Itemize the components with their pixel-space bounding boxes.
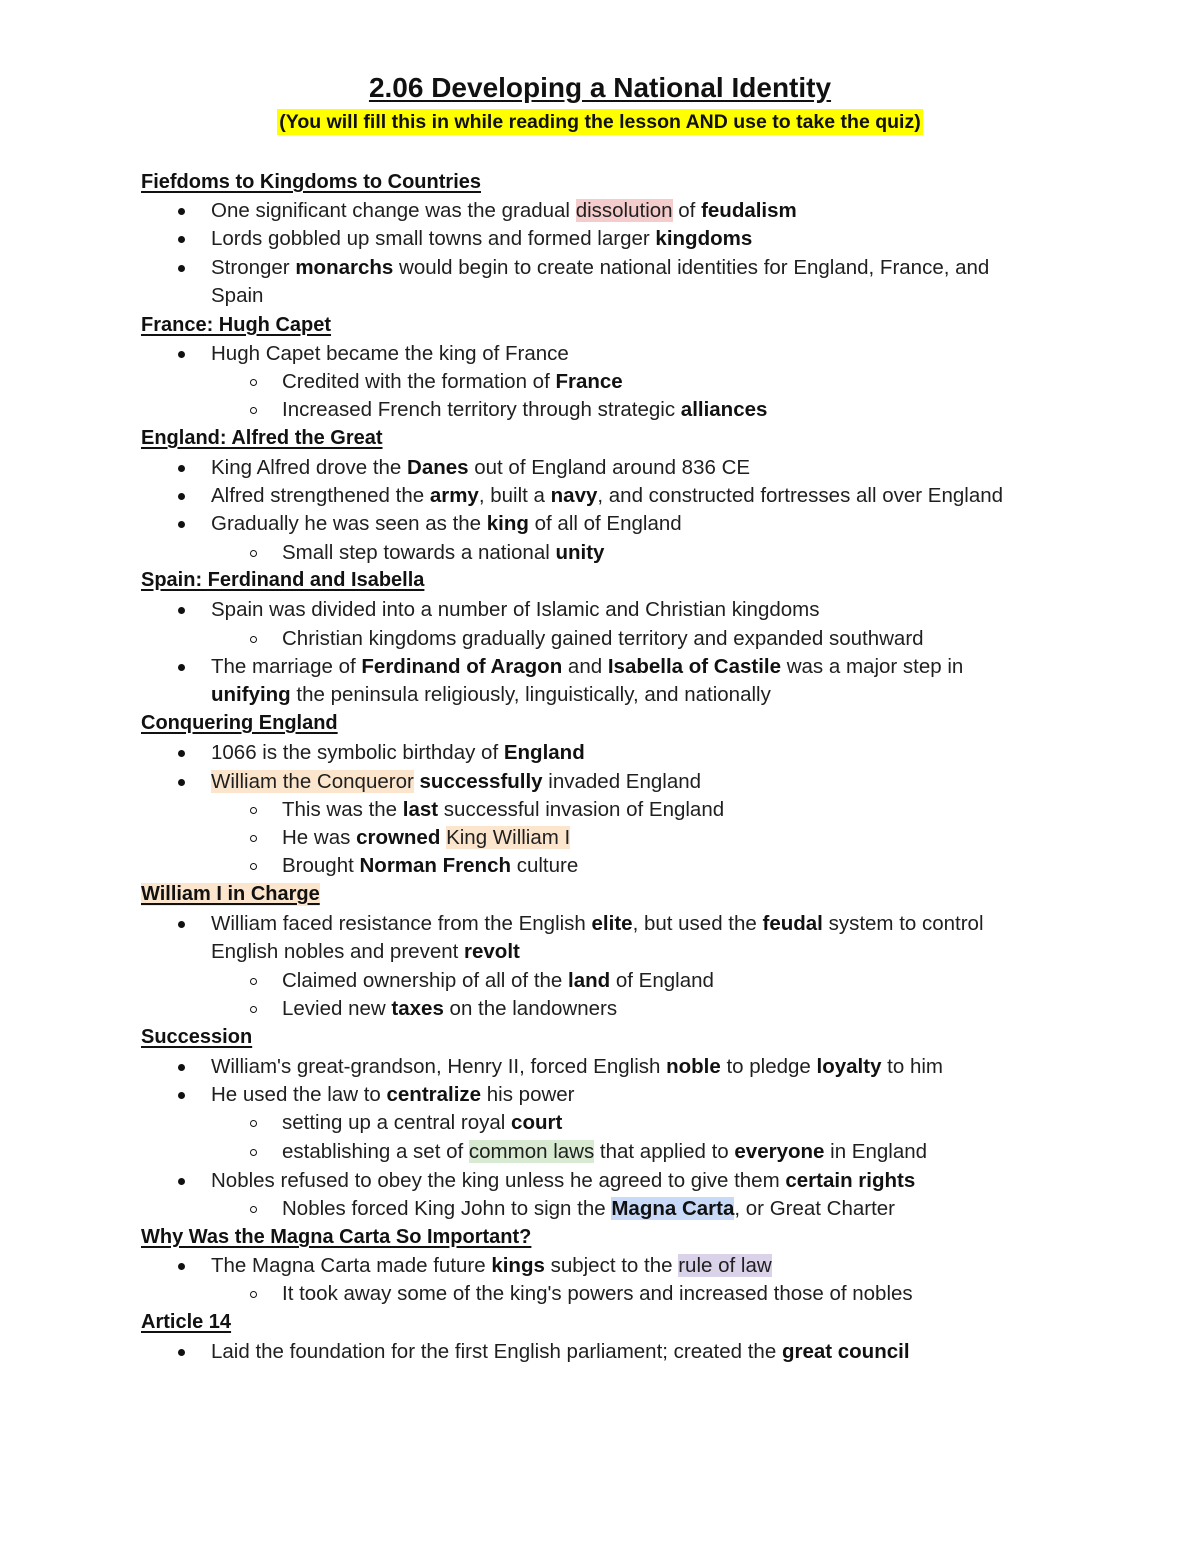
bullet-icon: [178, 1349, 185, 1356]
bullet-icon: [178, 921, 185, 928]
list-item: William the Conqueror successfully invaded England: [211, 770, 702, 793]
bullet-icon: [178, 1064, 185, 1071]
section-heading-england: England: Alfred the Great: [141, 427, 383, 449]
sub-bullet-icon: [250, 863, 257, 870]
list-item: Small step towards a national unity: [282, 541, 605, 564]
bullet-icon: [178, 1178, 185, 1185]
list-item-continuation: unifying the peninsula religiously, linguistically, and nationally: [211, 683, 771, 706]
list-item: setting up a central royal court: [282, 1111, 563, 1134]
sub-bullet-icon: [250, 379, 257, 386]
section-heading-france: France: Hugh Capet: [141, 314, 332, 336]
list-item: Credited with the formation of France: [282, 370, 623, 393]
list-item: It took away some of the king's powers and increased those of nobles: [282, 1282, 913, 1305]
list-item: He was crowned King William I: [282, 826, 571, 849]
bullet-icon: [178, 664, 185, 671]
bullet-icon: [178, 750, 185, 757]
bullet-icon: [178, 1092, 185, 1099]
list-item: Lords gobbled up small towns and formed larger kingdoms: [211, 227, 753, 250]
list-item: King Alfred drove the Danes out of England around 836 CE: [211, 456, 751, 479]
list-item: Levied new taxes on the landowners: [282, 997, 618, 1020]
section-heading-fiefdoms: Fiefdoms to Kingdoms to Countries: [141, 171, 481, 193]
bullet-icon: [178, 236, 185, 243]
list-item: 1066 is the symbolic birthday of England: [211, 741, 585, 764]
list-item: Increased French territory through strategic alliances: [282, 398, 768, 421]
list-item: Spain was divided into a number of Islamic and Christian kingdoms: [211, 598, 820, 621]
sub-bullet-icon: [250, 835, 257, 842]
section-heading-william: William I in Charge: [141, 883, 320, 905]
page-title: 2.06 Developing a National Identity: [368, 72, 832, 103]
list-item: Hugh Capet became the king of France: [211, 342, 569, 365]
sub-bullet-icon: [250, 1291, 257, 1298]
bullet-icon: [178, 1263, 185, 1270]
bullet-icon: [178, 208, 185, 215]
list-item: He used the law to centralize his power: [211, 1083, 575, 1106]
list-item: Christian kingdoms gradually gained territory and expanded southward: [282, 627, 924, 650]
list-item: Gradually he was seen as the king of all of England: [211, 512, 682, 535]
list-item: William faced resistance from the English elite, but used the feudal system to control: [211, 912, 984, 935]
bullet-icon: [178, 465, 185, 472]
sub-bullet-icon: [250, 1006, 257, 1013]
list-item: Nobles forced King John to sign the Magna Carta, or Great Charter: [282, 1197, 896, 1220]
list-item: William's great-grandson, Henry II, forced English noble to pledge loyalty to him: [211, 1055, 944, 1078]
list-item: This was the last successful invasion of England: [282, 798, 725, 821]
sub-bullet-icon: [250, 1149, 257, 1156]
list-item: The Magna Carta made future kings subject to the rule of law: [211, 1254, 772, 1277]
page-subtitle: (You will fill this in while reading the lesson AND use to take the quiz): [279, 111, 921, 133]
list-item: One significant change was the gradual dissolution of feudalism: [211, 199, 797, 222]
sub-bullet-icon: [250, 636, 257, 643]
bullet-icon: [178, 607, 185, 614]
list-item: Claimed ownership of all of the land of England: [282, 969, 714, 992]
section-heading-succession: Succession: [141, 1026, 253, 1048]
list-item: establishing a set of common laws that applied to everyone in England: [282, 1140, 928, 1163]
bullet-icon: [178, 521, 185, 528]
bullet-icon: [178, 351, 185, 358]
list-item: Stronger monarchs would begin to create national identities for England, France, and: [211, 256, 990, 279]
sub-bullet-icon: [250, 1120, 257, 1127]
bullet-icon: [178, 779, 185, 786]
sub-bullet-icon: [250, 807, 257, 814]
list-item-continuation: Spain: [211, 284, 264, 307]
list-item: Alfred strengthened the army, built a navy, and constructed fortresses all over England: [211, 484, 1004, 507]
list-item: The marriage of Ferdinand of Aragon and Isabella of Castile was a major step in: [211, 655, 964, 678]
bullet-icon: [178, 493, 185, 500]
section-heading-conquering: Conquering England: [141, 712, 338, 734]
sub-bullet-icon: [250, 550, 257, 557]
sub-bullet-icon: [250, 978, 257, 985]
list-item: Nobles refused to obey the king unless he agreed to give them certain rights: [211, 1169, 916, 1192]
section-heading-spain: Spain: Ferdinand and Isabella: [141, 569, 425, 591]
section-heading-magna-carta: Why Was the Magna Carta So Important?: [141, 1226, 532, 1248]
sub-bullet-icon: [250, 1206, 257, 1213]
list-item: Brought Norman French culture: [282, 854, 579, 877]
section-heading-article-14: Article 14: [141, 1311, 232, 1333]
list-item: Laid the foundation for the first English parliament; created the great council: [211, 1340, 910, 1363]
bullet-icon: [178, 265, 185, 272]
sub-bullet-icon: [250, 407, 257, 414]
list-item-continuation: English nobles and prevent revolt: [211, 940, 520, 963]
